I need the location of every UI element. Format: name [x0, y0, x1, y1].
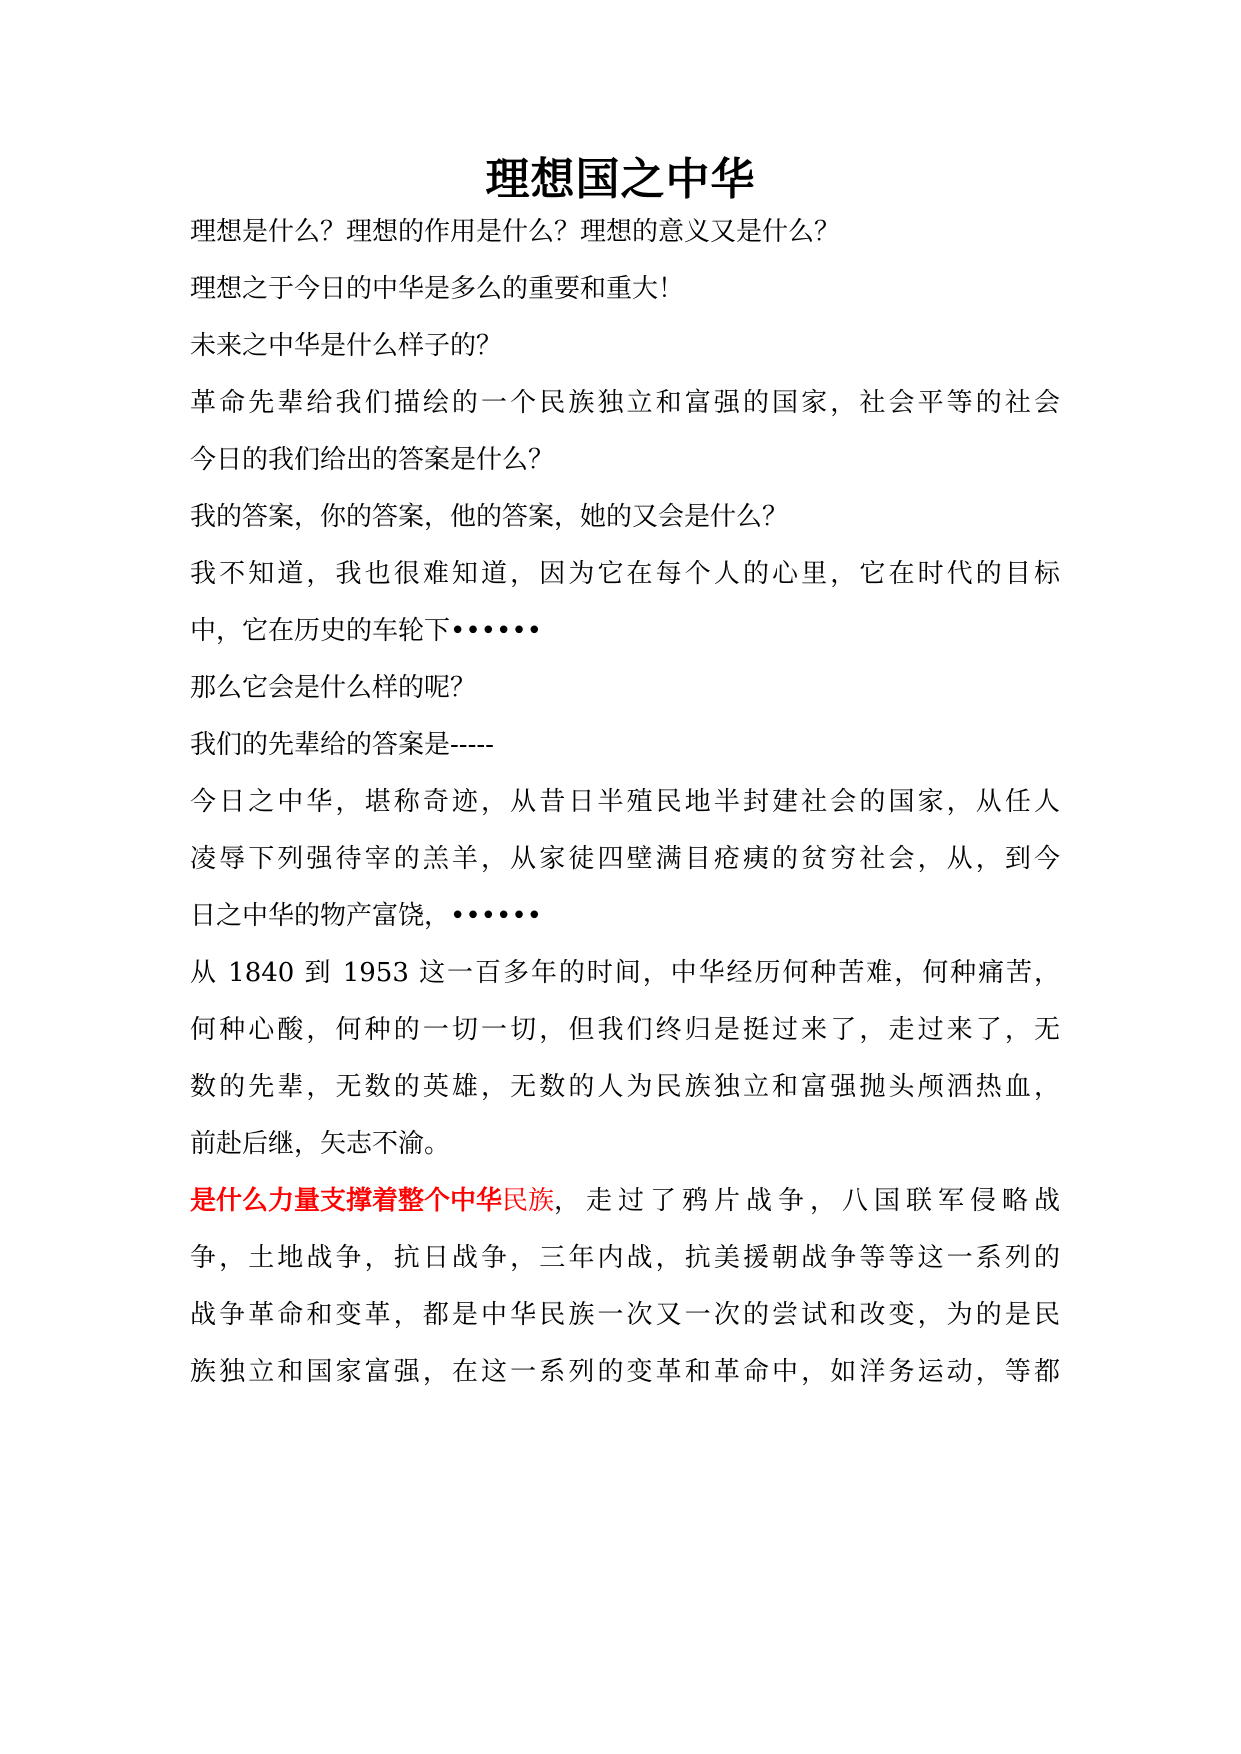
document-title: 理想国之中华	[485, 154, 756, 205]
paragraph-line: 我不知道，我也很难知道，因为它在每个人的心里，它在时代的目标	[190, 559, 1060, 589]
paragraph-line: 我们的先辈给的答案是-----	[190, 730, 494, 760]
highlight-plain-red: 民族	[502, 1186, 555, 1216]
paragraph-line: 前赴后继，矢志不渝。	[190, 1129, 451, 1159]
paragraph-line: 族独立和国家富强，在这一系列的变革和革命中，如洋务运动，等都	[190, 1357, 1060, 1387]
paragraph-line: 何种心酸，何种的一切一切，但我们终归是挺过来了，走过来了，无	[190, 1015, 1060, 1045]
paragraph-line: 未来之中华是什么样子的？	[190, 331, 503, 361]
highlight-line	[190, 1181, 1060, 1221]
paragraph-line: 中，它在历史的车轮下••••••	[190, 616, 543, 646]
paragraph-line: 今日之中华，堪称奇迹，从昔日半殖民地半封建社会的国家，从任人	[190, 787, 1060, 817]
highlight-bold-red: 是什么力量支撑着整个中华	[190, 1186, 503, 1216]
highlight-prefix	[190, 1181, 554, 1221]
paragraph-line: 战争革命和变革，都是中华民族一次又一次的尝试和改变，为的是民	[190, 1300, 1060, 1330]
paragraph-line: 数的先辈，无数的英雄，无数的人为民族独立和富强抛头颅洒热血，	[190, 1072, 1060, 1102]
paragraph-line: 从 1840 到 1953 这一百多年的时间，中华经历何种苦难，何种痛苦，	[190, 958, 1060, 988]
paragraph-line: 争，土地战争，抗日战争，三年内战，抗美援朝战争等等这一系列的	[190, 1243, 1060, 1273]
paragraph-line: 凌辱下列强待宰的羔羊，从家徒四壁满目疮痍的贫穷社会，从，到今	[190, 844, 1060, 874]
paragraph-line: 今日的我们给出的答案是什么？	[190, 445, 555, 475]
paragraph-line: 日之中华的物产富饶，••••••	[190, 901, 543, 931]
paragraph-line: 理想之于今日的中华是多么的重要和重大！	[190, 274, 685, 304]
paragraph-line: 我的答案，你的答案，他的答案，她的又会是什么？	[190, 502, 789, 532]
highlight-rest: ，走过了鸦片战争，八国联军侵略战	[554, 1186, 1060, 1216]
paragraph-line: 理想是什么？理想的作用是什么？理想的意义又是什么？	[190, 217, 841, 247]
paragraph-line: 革命先辈给我们描绘的一个民族独立和富强的国家，社会平等的社会	[190, 388, 1060, 418]
paragraph-line: 那么它会是什么样的呢？	[190, 673, 477, 703]
